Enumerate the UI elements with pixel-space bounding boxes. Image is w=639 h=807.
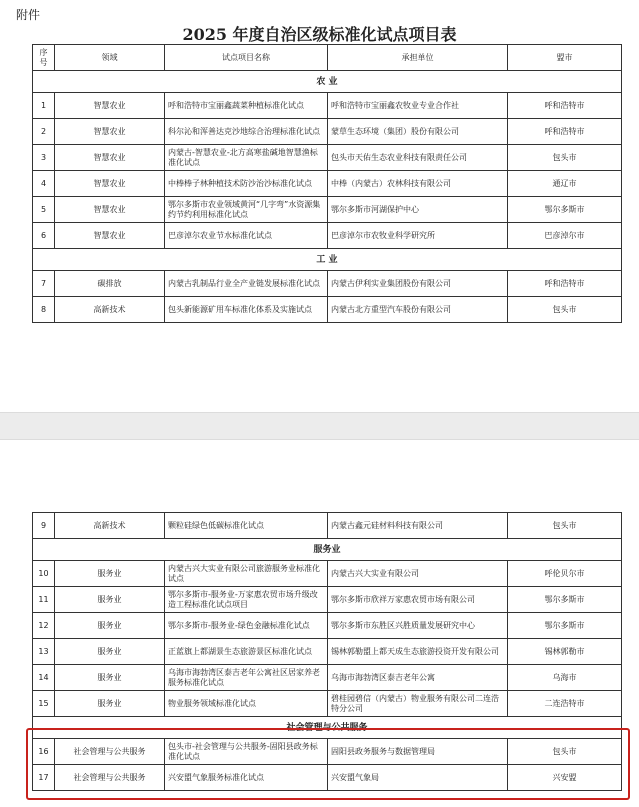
header-row xyxy=(33,45,622,71)
row-unit: 包头市天佑生态农业科技有限责任公司 xyxy=(328,145,508,171)
header-city: 盟市 xyxy=(508,45,622,71)
row-project-name: 乌海市海勃湾区泰吉老年公寓社区居家养老服务标准化试点 xyxy=(165,665,328,691)
table-row xyxy=(33,271,622,297)
row-project-name: 呼和浩特市宝丽鑫蔬菜种植标准化试点 xyxy=(165,93,328,119)
row-number: 4 xyxy=(33,171,55,197)
table-row xyxy=(33,561,622,587)
row-project-name: 科尔沁和浑善达克沙地综合治理标准化试点 xyxy=(165,119,328,145)
attachment-label: 附件 xyxy=(16,8,41,22)
row-field: 社会管理与公共服务 xyxy=(55,765,165,791)
category-title: 农 业 xyxy=(33,71,622,93)
row-unit: 内蒙古鑫元硅材料科技有限公司 xyxy=(328,513,508,539)
row-unit: 内蒙古北方重型汽车股份有限公司 xyxy=(328,297,508,323)
table-row xyxy=(33,119,622,145)
row-unit: 兴安盟气象局 xyxy=(328,765,508,791)
row-city: 乌海市 xyxy=(508,665,622,691)
row-field: 服务业 xyxy=(55,639,165,665)
row-field: 高新技术 xyxy=(55,297,165,323)
row-field: 智慧农业 xyxy=(55,145,165,171)
document-title: 2025 年度自治区级标准化试点项目表 xyxy=(182,25,457,44)
row-unit: 鄂尔多斯市东胜区兴胜质量发展研究中心 xyxy=(328,613,508,639)
row-field: 智慧农业 xyxy=(55,223,165,249)
row-city: 呼和浩特市 xyxy=(508,271,622,297)
row-number: 7 xyxy=(33,271,55,297)
category-title: 服务业 xyxy=(33,539,622,561)
row-unit: 乌海市海勃湾区泰吉老年公寓 xyxy=(328,665,508,691)
row-field: 社会管理与公共服务 xyxy=(55,739,165,765)
row-city: 巴彦淖尔市 xyxy=(508,223,622,249)
row-unit: 呼和浩特市宝丽鑫农牧业专业合作社 xyxy=(328,93,508,119)
row-city: 包头市 xyxy=(508,513,622,539)
header-number-line-2: 号 xyxy=(39,57,48,67)
category-row xyxy=(33,249,622,271)
row-project-name: 包头新能源矿用车标准化体系及实施试点 xyxy=(165,297,328,323)
table-row xyxy=(33,639,622,665)
row-number: 1 xyxy=(33,93,55,119)
row-city: 呼和浩特市 xyxy=(508,93,622,119)
category-row xyxy=(33,717,622,739)
page-gap xyxy=(0,412,639,440)
row-city: 包头市 xyxy=(508,297,622,323)
row-field: 智慧农业 xyxy=(55,171,165,197)
row-field: 服务业 xyxy=(55,665,165,691)
table-row xyxy=(33,93,622,119)
row-project-name: 鄂尔多斯市农业领域黄河“几字弯”水资源集约节约利用标准化试点 xyxy=(165,197,328,223)
table-row xyxy=(33,145,622,171)
row-number: 12 xyxy=(33,613,55,639)
row-number: 9 xyxy=(33,513,55,539)
row-city: 呼伦贝尔市 xyxy=(508,561,622,587)
header-field: 领域 xyxy=(55,45,165,71)
row-unit: 固阳县政务服务与数据管理局 xyxy=(328,739,508,765)
row-field: 服务业 xyxy=(55,587,165,613)
table-row xyxy=(33,513,622,539)
row-number: 14 xyxy=(33,665,55,691)
table-row xyxy=(33,665,622,691)
row-field: 服务业 xyxy=(55,691,165,717)
row-unit: 中棒（内蒙古）农林科技有限公司 xyxy=(328,171,508,197)
header-unit: 承担单位 xyxy=(328,45,508,71)
row-number: 16 xyxy=(33,739,55,765)
row-unit: 巴彦淖尔市农牧业科学研究所 xyxy=(328,223,508,249)
row-number: 17 xyxy=(33,765,55,791)
row-number: 3 xyxy=(33,145,55,171)
row-project-name: 正蓝旗上都湖景生态旅游景区标准化试点 xyxy=(165,639,328,665)
table-row xyxy=(33,739,622,765)
row-number: 13 xyxy=(33,639,55,665)
row-city: 鄂尔多斯市 xyxy=(508,613,622,639)
table-row xyxy=(33,613,622,639)
row-unit: 内蒙古兴大实业有限公司 xyxy=(328,561,508,587)
row-unit: 鄂尔多斯市欣祥万家惠农贸市场有限公司 xyxy=(328,587,508,613)
table-row xyxy=(33,171,622,197)
row-unit: 蒙草生态环境（集团）股份有限公司 xyxy=(328,119,508,145)
row-field: 智慧农业 xyxy=(55,119,165,145)
header-number-line-1: 序 xyxy=(39,47,48,57)
row-field: 智慧农业 xyxy=(55,93,165,119)
row-project-name: 中棒棒子林种植技术防沙治沙标准化试点 xyxy=(165,171,328,197)
row-project-name: 内蒙古兴大实业有限公司旅游服务业标准化试点 xyxy=(165,561,328,587)
row-project-name: 颗粒硅绿色低碳标准化试点 xyxy=(165,513,328,539)
row-project-name: 巴彦淖尔农业节水标准化试点 xyxy=(165,223,328,249)
row-number: 6 xyxy=(33,223,55,249)
row-project-name: 鄂尔多斯市-服务业-万家惠农贸市场升级改造工程标准化试点项目 xyxy=(165,587,328,613)
row-city: 包头市 xyxy=(508,145,622,171)
row-city: 兴安盟 xyxy=(508,765,622,791)
row-unit: 锡林郭勒盟上都天成生态旅游投资开发有限公司 xyxy=(328,639,508,665)
row-city: 鄂尔多斯市 xyxy=(508,587,622,613)
table-row xyxy=(33,765,622,791)
row-field: 智慧农业 xyxy=(55,197,165,223)
row-field: 碳排放 xyxy=(55,271,165,297)
category-row xyxy=(33,71,622,93)
row-field: 服务业 xyxy=(55,613,165,639)
row-city: 二连浩特市 xyxy=(508,691,622,717)
header-project: 试点项目名称 xyxy=(165,45,328,71)
row-project-name: 包头市-社会管理与公共服务-固阳县政务标准化试点 xyxy=(165,739,328,765)
table-row xyxy=(33,197,622,223)
project-table-page-1 xyxy=(32,44,622,323)
row-number: 15 xyxy=(33,691,55,717)
table-row xyxy=(33,587,622,613)
row-unit: 内蒙古伊利实业集团股份有限公司 xyxy=(328,271,508,297)
row-project-name: 物业服务领域标准化试点 xyxy=(165,691,328,717)
row-city: 锡林郭勒市 xyxy=(508,639,622,665)
row-number: 2 xyxy=(33,119,55,145)
row-field: 服务业 xyxy=(55,561,165,587)
row-number: 10 xyxy=(33,561,55,587)
document-page-2 xyxy=(0,440,639,807)
header-number xyxy=(33,45,55,71)
row-number: 5 xyxy=(33,197,55,223)
category-row xyxy=(33,539,622,561)
category-title: 社会管理与公共服务 xyxy=(33,717,622,739)
category-title: 工 业 xyxy=(33,249,622,271)
row-project-name: 内蒙古乳制品行业全产业链发展标准化试点 xyxy=(165,271,328,297)
row-city: 鄂尔多斯市 xyxy=(508,197,622,223)
row-city: 包头市 xyxy=(508,739,622,765)
row-city: 呼和浩特市 xyxy=(508,119,622,145)
row-unit: 鄂尔多斯市河湖保护中心 xyxy=(328,197,508,223)
project-table-page-2 xyxy=(32,512,622,791)
table-row xyxy=(33,691,622,717)
row-project-name: 鄂尔多斯市-服务业-绿色金融标准化试点 xyxy=(165,613,328,639)
row-unit: 碧桂园碧信（内蒙古）物业服务有限公司二连浩特分公司 xyxy=(328,691,508,717)
row-field: 高新技术 xyxy=(55,513,165,539)
row-number: 8 xyxy=(33,297,55,323)
table-row xyxy=(33,223,622,249)
row-city: 通辽市 xyxy=(508,171,622,197)
row-project-name: 兴安盟气象服务标准化试点 xyxy=(165,765,328,791)
row-number: 11 xyxy=(33,587,55,613)
row-project-name: 内蒙古-智慧农业-北方高寒盐碱地智慧渔标准化试点 xyxy=(165,145,328,171)
table-row xyxy=(33,297,622,323)
